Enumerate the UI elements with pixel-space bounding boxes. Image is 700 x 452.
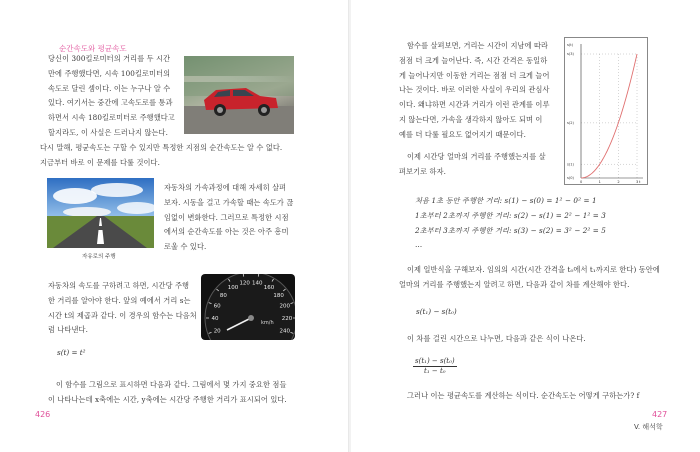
fraction-numerator: s(t₁) − s(t₀)	[415, 357, 455, 365]
car-photo	[184, 56, 294, 134]
text-line: 하면서 시속 180킬로미터로 주행했다고	[48, 113, 175, 123]
graph-x-axis-label: t	[639, 180, 641, 184]
graph-y-tick-label: s(0)	[567, 176, 574, 181]
graph-y-tick-label: s(2)	[567, 121, 574, 126]
text-line: 있다. 여기서는 중간에 고속도로를 통과	[48, 98, 173, 108]
speedometer-tick-label: 80	[219, 292, 227, 299]
left-paragraph-3	[48, 279, 197, 338]
list-item: 처음 1초 동안 주행한 거리: s(1) − s(0) = 1² − 0² = 1	[415, 196, 597, 205]
graph-x-tick-label: 3	[636, 180, 639, 184]
left-page-number: 426	[35, 410, 51, 419]
right-paragraph-2	[399, 150, 546, 180]
speedometer-tick-mark	[258, 274, 259, 277]
speedometer-photo	[201, 274, 295, 340]
text-line: 자동차의 가속과정에 대해 자세히 살펴	[164, 183, 287, 192]
speedometer-tick-label: 60	[213, 303, 221, 310]
left-paragraph-2	[164, 181, 293, 255]
text-line: 얼마의 거리를 주행했는지 알려고 하면, 다음과 같이 차를 계산해야 한다.	[399, 279, 630, 289]
speedometer-tick-mark	[243, 274, 244, 277]
distance-time-graph	[564, 37, 648, 185]
text-line: 에서의 순간속도를 아는 것은 아주 흥미	[164, 227, 289, 237]
road-photo-caption: 자유로의 주행	[82, 254, 116, 260]
right-paragraph-3	[399, 263, 660, 293]
text-line: 임없이 변화한다. 그러므로 특정한 시점	[164, 212, 289, 222]
right-page	[351, 0, 700, 452]
list-item: 1초부터 2초까지 주행한 거리: s(2) − s(1) = 2² − 1² = 3	[415, 210, 606, 220]
text-line: 할지라도, 이 사실은 드러나지 않는다.	[48, 127, 168, 137]
speedometer-unit: km/h	[261, 320, 274, 326]
speedometer-tick-label: 220	[281, 316, 293, 322]
road-photo	[47, 178, 154, 248]
difference-formula: s(t₁) − s(t₀)	[416, 307, 457, 316]
text-line: 보자. 시동을 걸고 가속할 때는 속도가 끊	[164, 197, 294, 207]
text-line: 로울 수 있다.	[164, 242, 207, 252]
right-page-number: 427	[652, 410, 668, 419]
text-line: 점점 더 크게 늘어난다. 즉, 시간 간격은 동일하	[399, 55, 548, 65]
graph-curve	[581, 54, 637, 178]
speedometer-tick-label: 120	[239, 280, 250, 287]
speedometer-tick-label: 140	[252, 280, 263, 287]
text-line: 이제 일반식을 구해보자. 임의의 시간(시간 간격을 t₀에서 t₁까지로 한다) 동안에	[407, 265, 660, 274]
function-formula: s(t) = t²	[57, 348, 86, 357]
right-paragraph-5: 그러나 이는 평균속도를 계산하는 식이다. 순간속도는 어떻게 구하는가? f	[407, 391, 640, 400]
text-line: 지 않는다면, 가속을 생각하지 않아도 되며 이	[399, 114, 543, 124]
chapter-label: V. 해석학	[634, 423, 663, 431]
left-paragraph-4	[48, 378, 287, 408]
text-line: 펴보기로 하자.	[399, 166, 447, 176]
text-line: 함수를 살펴보면, 거리는 시간이 지남에 따라	[407, 41, 549, 50]
speedometer-tick-label: 240	[279, 328, 291, 335]
road-illustration-icon	[47, 178, 154, 248]
text-line: 당신이 300킬로미터의 거리를 두 시간	[48, 54, 171, 63]
car-illustration-icon	[184, 56, 294, 134]
list-item: …	[415, 240, 423, 250]
text-line: 럼 나타낸다.	[48, 325, 88, 335]
left-page	[0, 0, 349, 452]
text-line: 자동차의 속도를 구하려고 하면, 시간당 주행	[48, 281, 190, 290]
speedometer-tick-label: 200	[279, 303, 291, 310]
list-item: 2초부터 3초까지 주행한 거리: s(3) − s(2) = 3² − 2² = 5	[415, 225, 606, 235]
speedometer-tick-label: 100	[227, 284, 239, 291]
text-line: 이다. 왜냐하면 시간과 거리가 이런 관계를 이루	[399, 100, 550, 110]
text-line: 속도로 달린 셈이다. 이는 누구나 알 수	[48, 83, 171, 93]
fraction-denominator: t₁ − t₀	[424, 367, 446, 375]
distance-list	[415, 194, 606, 253]
speedometer-tick-label: 160	[263, 284, 275, 291]
text-line: 지금부터 바로 이 문제를 다룰 것이다.	[40, 157, 160, 167]
section-heading: 순간속도와 평균속도	[59, 44, 127, 53]
text-line: 한 거리를 알아야 한다. 앞의 예에서 거리 s는	[48, 295, 191, 305]
text-line: 만에 주행했다면, 시속 100킬로미터의	[48, 68, 171, 78]
graph-x-tick-label: 0	[580, 180, 583, 184]
text-line: 다시 말해, 평균속도는 구할 수 있지만 특정한 지점의 순간속도는 알 수 없다.	[40, 142, 283, 152]
graph-x-tick-label: 2	[617, 180, 620, 184]
text-line: 이 함수를 그림으로 표시하면 다음과 같다. 그림에서 몇 가지 중요한 점들	[56, 380, 287, 389]
text-line: 예를 더 다룰 필요도 없어지기 때문이다.	[399, 129, 526, 139]
graph-figure	[565, 38, 648, 185]
text-line: 이제 시간당 얼마의 거리를 주행했는지를 살	[407, 152, 546, 161]
right-paragraph-1	[399, 39, 550, 143]
graph-y-axis-label: s(t)	[567, 43, 574, 47]
speedometer-tick-label: 40	[211, 316, 219, 322]
speedometer-tick-label: 180	[273, 292, 284, 299]
graph-x-tick-label: 1	[598, 180, 601, 184]
average-velocity-fraction	[413, 357, 457, 376]
right-paragraph-4: 이 차를 걸린 시간으로 나누면, 다음과 같은 식이 나온다.	[407, 334, 586, 343]
text-line: 게 늘어나지만 이동한 거리는 점점 더 크게 늘어	[399, 70, 550, 80]
text-line: 이 나타나는데 x축에는 시간, y축에는 시간당 주행한 거리가 표시되어 있다.	[48, 394, 287, 404]
graph-y-tick-label: s(1)	[567, 162, 574, 167]
text-line: 시간 t의 제곱과 같다. 이 경우의 함수는 다음처	[48, 310, 197, 320]
graph-y-tick-label: s(3)	[567, 52, 574, 57]
text-line: 나는 것이다. 바로 이러한 사실이 우리의 관심사	[399, 85, 550, 95]
speedometer-icon	[201, 274, 295, 340]
speedometer-tick-label: 20	[213, 328, 221, 335]
